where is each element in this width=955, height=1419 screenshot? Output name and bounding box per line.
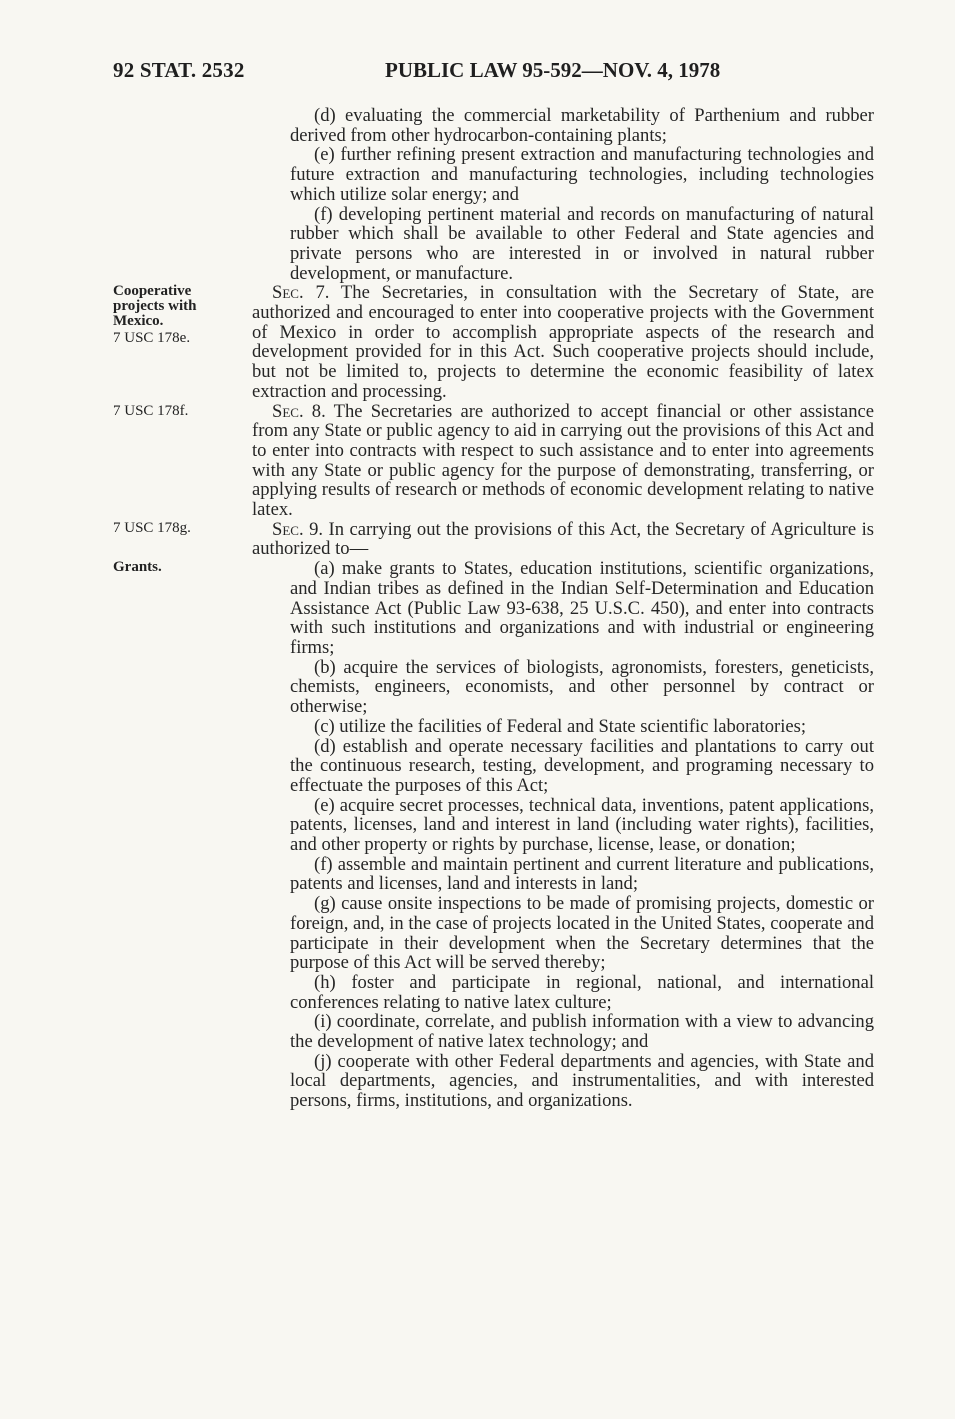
clause-e-acquire: (e) acquire secret processes, technical data, inventions, patent applications, patents, licenses, land and interest in land (including water rights), facilities, and other property or rights by purchase, license, lease, or donation; (290, 794, 874, 856)
statute-body (252, 106, 874, 1111)
section-8-label: Sec. 8. (272, 400, 326, 422)
section-9-text: In carrying out the provisions of this Act, the Secretary of Agriculture is authorized to— (252, 518, 874, 560)
clause-c-facilities: (c) utilize the facilities of Federal and State scientific laboratories; (314, 715, 807, 737)
margin-note-grants: Grants. (113, 559, 162, 575)
stat-page-number: 92 STAT. 2532 (113, 58, 245, 82)
margin-note-usc-178e: 7 USC 178e. (113, 330, 191, 346)
clause-e-refining: (e) further refining present extraction and manufacturing technologies and future extraction and manufacturing technologies, including technologies which utilize solar energy; and (290, 144, 874, 205)
page-header (0, 58, 955, 88)
clause-g-inspections: (g) cause onsite inspections to be made of promising projects, domestic or foreign, and, in the case of projects located in the United States, cooperate and participate in their development when the Secretary determines that the purpose of this Act will be served thereby; (290, 893, 874, 974)
section-8-text: The Secretaries are authorized to accept financial or other assistance from any State or public agency to aid in carrying out the provisions of this Act and to enter into contracts with respect to such assistance and to enter into agreements with any State or public agency for the purpose of demonstrating, transferring, or applying results of research or methods of economic development relating to native latex. (252, 400, 874, 521)
section-7-label: Sec. 7. (272, 282, 330, 304)
clause-d-evaluating: (d) evaluating the commercial marketability of Parthenium and rubber derived from other hydrocarbon-containing plants; (290, 105, 874, 146)
clause-h-conferences: (h) foster and participate in regional, national, and international conferences relating to native latex culture; (290, 971, 874, 1013)
clause-a-grants: (a) make grants to States, education institutions, scientific organizations, and Indian tribes as defined in the Indian Self-Determination and Education Assistance Act (Public Law 93-638, 25 U.S.C. 450), and enter into contracts with such institutions and organizations and with industrial or engineering firms; (290, 558, 874, 658)
clause-d-establish: (d) establish and operate necessary facilities and plantations to carry out the continuous research, testing, development, and programing necessary to effectuate the purposes of this Act; (290, 735, 874, 796)
clause-j-cooperate: (j) cooperate with other Federal departments and agencies, with State and local departments, agencies, and instrumentalities, and with interested persons, firms, institutions, and organizations. (290, 1050, 874, 1112)
section-9-label: Sec. 9. (272, 518, 324, 540)
section-9 (252, 520, 874, 559)
law-title: PUBLIC LAW 95-592—NOV. 4, 1978 (385, 58, 721, 82)
clause-i-coordinate: (i) coordinate, correlate, and publish information with a view to advancing the development of native latex technology; and (290, 1011, 874, 1053)
margin-note-cooperative: Cooperative projects with Mexico. (113, 283, 197, 329)
section-8 (252, 402, 874, 520)
margin-note-usc-178f: 7 USC 178f. (113, 403, 189, 419)
section-7-text: The Secretaries, in consultation with the Secretary of State, are authorized and encouraged to enter into cooperative projects with the Government of Mexico in order to accomplish appropriate aspects of the research and development provided for in this Act. Such cooperative projects should include, but not be limited to, projects to determine the economic feasibility of latex extraction and processing. (252, 282, 874, 402)
clause-b-services: (b) acquire the services of biologists, agronomists, foresters, geneticists, chemists, engineers, economists, and other personnel by contract or otherwise; (290, 656, 874, 718)
clause-f-assemble: (f) assemble and maintain pertinent and current literature and publications, patents and licenses, land and interests in land; (290, 853, 874, 895)
clause-f-developing: (f) developing pertinent material and records on manufacturing of natural rubber which shall be available to other Federal and State agencies and private persons who are interested in or involved in natural rubber development, or manufacture. (290, 203, 874, 284)
section-7 (252, 283, 874, 401)
margin-note-usc-178g: 7 USC 178g. (113, 520, 191, 536)
